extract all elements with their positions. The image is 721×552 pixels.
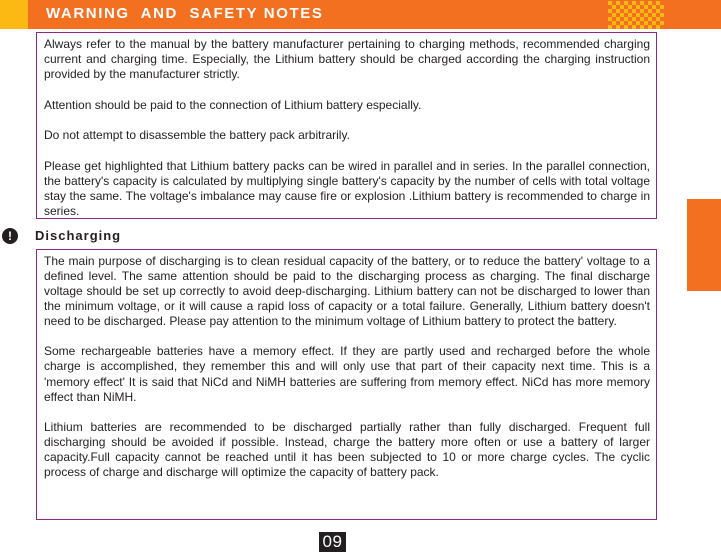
- header-title: WARNING AND SAFETY NOTES: [46, 5, 324, 22]
- checker-square: [608, 25, 612, 29]
- warning-paragraph: Do not attempt to disassemble the battery pack arbitrarily.: [44, 128, 350, 143]
- header-accent-block: [0, 0, 28, 29]
- checker-square: [648, 25, 652, 29]
- discharging-paragraph: Some rechargeable batteries have a memory effect. If they are partly used and recharged before the whole charge is accomplished, they remember this and will only use that part of their capacity next time. This is a 'memory effect' It is said that NiCd and NiMH batteries are suffering from memory effect. NiCd has more memory effect than NiMH.: [44, 344, 650, 404]
- warning-paragraph: Attention should be paid to the connection of Lithium battery especially.: [44, 97, 422, 112]
- checker-square: [624, 25, 628, 29]
- checker-square: [660, 5, 664, 9]
- checker-square: [632, 25, 636, 29]
- warning-paragraph: Please get highlighted that Lithium battery packs can be wired in parallel and in series. In the parallel connection, the battery's capacity is calculated by multiplying single battery's capacity by the number of cells with total voltage stay the same. The voltage's imbalance may cause fire or explosion .Lithium battery is recommended to charge in series.: [44, 158, 650, 219]
- discharging-paragraph: Lithium batteries are recommended to be discharged partially rather than fully discharged. Frequent full discharging should be avoided if possible. Instead, charge the battery more often or use a battery of larger capacity.Full capacity cannot be reached until it has been subjected to 10 or more charge cycles. The cyclic process of charge and discharge will optimize the capacity of battery pack.: [44, 419, 650, 479]
- checker-square: [656, 25, 660, 29]
- checker-square: [616, 25, 620, 29]
- exclamation-icon: !: [2, 228, 18, 244]
- page-number: 09: [319, 532, 346, 552]
- warning-paragraph: Always refer to the manual by the battery manufacturer pertaining to charging methods, recommended charging current and charging time. Especially, the Lithium battery should be charged according the charging instruction provided by the manufacturer strictly.: [44, 37, 650, 82]
- checker-pattern-decoration: [608, 0, 665, 29]
- checker-square: [660, 21, 664, 25]
- section-header-bar: [0, 0, 721, 29]
- discharging-paragraph: The main purpose of discharging is to clean residual capacity of the battery, or to reduce the battery' voltage to a defined level. The same attention should be paid to the discharging process as charging. The final discharge voltage should be set up correctly to avoid deep-discharging. Lithium battery can not be discharged to lower than the minimum voltage, or it will cause a rapid loss of capacity or a total failure. Generally, Lithium battery doesn't need to be discharged. Please pay attention to the minimum voltage of Lithium battery to protect the battery.: [44, 254, 650, 329]
- checker-square: [660, 13, 664, 17]
- checker-square: [640, 25, 644, 29]
- warning-notes-box: [36, 32, 657, 219]
- side-page-tab: [687, 199, 721, 291]
- section-title-discharging: Discharging: [35, 228, 122, 243]
- discharging-notes-box: [36, 249, 657, 520]
